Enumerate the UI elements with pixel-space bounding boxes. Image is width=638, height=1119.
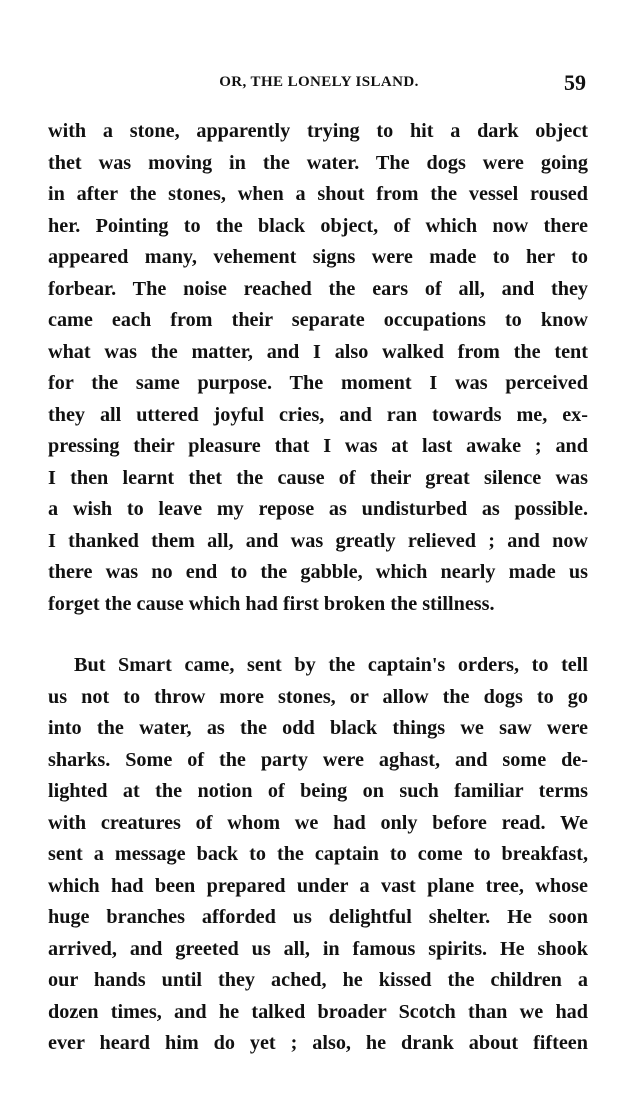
text-line: But Smart came, sent by the captain's orders, to tell — [74, 654, 588, 676]
text-line: which had been prepared under a vast plane tree, whose — [48, 874, 588, 897]
text-line: ever heard him do yet ; also, he drank about fifteen — [48, 1032, 588, 1054]
text-line: sent a message back to the captain to come to breakfast, — [48, 843, 588, 865]
text-line: appeared many, vehement signs were made to her to — [48, 246, 588, 268]
text-line: sharks. Some of the party were aghast, and some de- — [48, 748, 588, 771]
text-line: lighted at the notion of being on such familiar terms — [48, 780, 588, 802]
paragraph-2 — [48, 650, 588, 1060]
text-line: what was the matter, and I also walked from the tent — [48, 340, 588, 363]
text-line: arrived, and greeted us all, in famous spirits. He shook — [48, 937, 588, 960]
text-line: with a stone, apparently trying to hit a dark object — [48, 120, 588, 142]
text-line: dozen times, and he talked broader Scotch than we had — [48, 1000, 588, 1023]
text-line: into the water, as the odd black things we saw were — [48, 717, 588, 739]
text-line: us not to throw more stones, or allow the dogs to go — [48, 685, 588, 708]
text-line: huge branches afforded us delightful shelter. He soon — [48, 906, 588, 928]
text-line: thet was moving in the water. The dogs were going — [48, 151, 588, 174]
page-number: 59 — [564, 70, 586, 95]
text-line: there was no end to the gabble, which nearly made us — [48, 561, 588, 583]
text-line: forget the cause which had first broken the stillness. — [48, 592, 495, 615]
text-line: our hands until they ached, he kissed the children a — [48, 969, 588, 991]
text-line: for the same purpose. The moment I was perceived — [48, 372, 588, 394]
running-title: OR, THE LONELY ISLAND. — [219, 74, 419, 90]
text-line: with creatures of whom we had only before read. We — [48, 811, 588, 834]
running-head — [48, 70, 590, 98]
text-line: in after the stones, when a shout from the vessel roused — [48, 183, 588, 205]
text-line: came each from their separate occupations to know — [48, 309, 588, 331]
text-line: they all uttered joyful cries, and ran towards me, ex- — [48, 403, 588, 426]
text-line: her. Pointing to the black object, of which now there — [48, 214, 588, 237]
text-line: pressing their pleasure that I was at last awake ; and — [48, 435, 588, 457]
text-line: I then learnt thet the cause of their great silence was — [48, 466, 588, 489]
text-line: a wish to leave my repose as undisturbed as possible. — [48, 498, 588, 520]
text-line: forbear. The noise reached the ears of all, and they — [48, 277, 588, 300]
paragraph-1 — [48, 116, 588, 620]
text-line: I thanked them all, and was greatly relieved ; and now — [48, 529, 588, 552]
